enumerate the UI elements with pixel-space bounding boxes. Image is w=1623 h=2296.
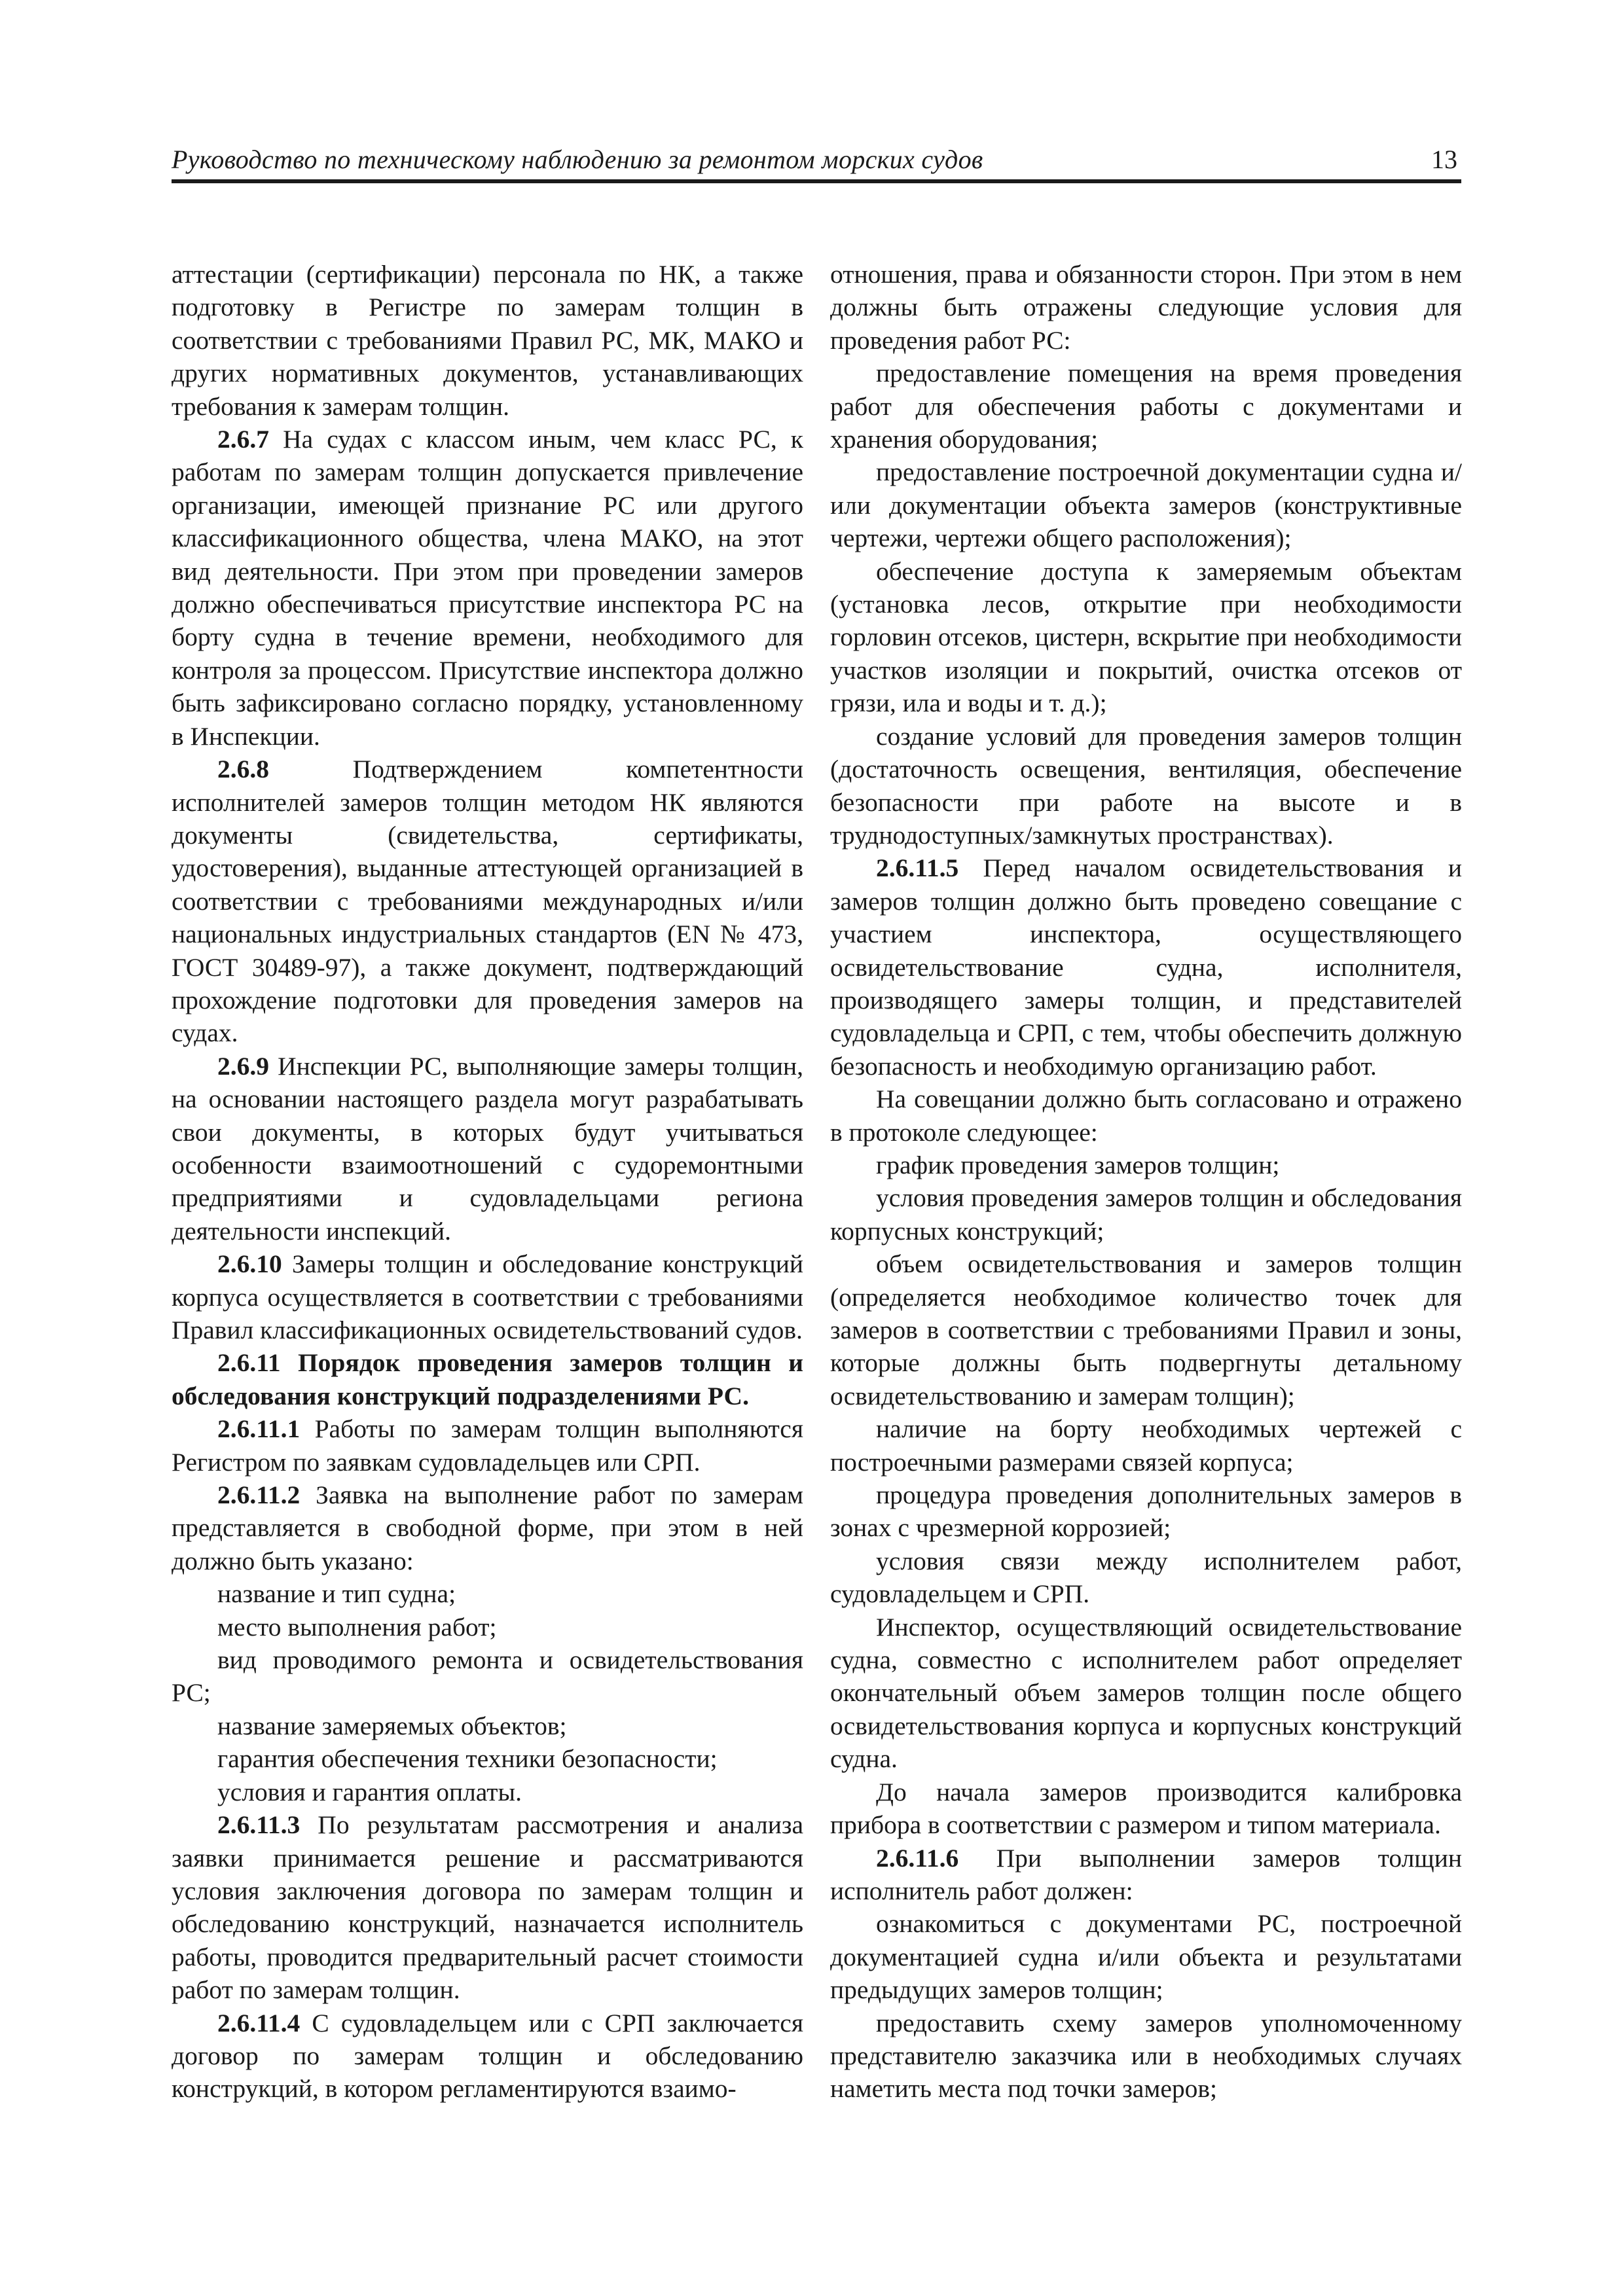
paragraph: [172, 1412, 803, 1479]
paragraph: [830, 555, 1462, 720]
paragraph: [830, 1083, 1462, 1149]
paragraph: [830, 1907, 1462, 2006]
paragraph: [830, 852, 1462, 1083]
paragraph-text: условия и гарантия оплаты.: [217, 1777, 522, 1806]
clause-number: 2.6.10: [217, 1249, 282, 1279]
paragraph: [172, 2007, 803, 2106]
paragraph-text: Подтверждением компетентности исполнителей замеров толщин методом НК являются документы (свидетельства, сертификаты, удостоверения), выданные аттестующей организацией в соответствии с требованиями международных и/или национальных индустриальных стандартов (EN № 473, ГОСТ 30489-97), а также документ, подтверждающий прохождение подготовки для проведения замеров на судах.: [172, 755, 803, 1048]
page-number: 13: [1431, 145, 1457, 174]
paragraph-text: график проведения замеров толщин;: [876, 1150, 1280, 1179]
paragraph: [172, 1611, 803, 1643]
paragraph-text: Перед началом освидетельствования и замеров толщин должно быть проведено совещание с участием инспектора, осуществляющего освидетельствование судна, исполнителя, производящего замеры толщин, и представителей судовладельца и СРП, с тем, чтобы обеспечить должную безопасность и необходимую организацию работ.: [830, 853, 1462, 1081]
paragraph-text: условия проведения замеров толщин и обследования корпусных конструкций;: [830, 1183, 1462, 1246]
paragraph: [172, 423, 803, 753]
paragraph: [172, 1643, 803, 1710]
paragraph-text: название и тип судна;: [217, 1579, 456, 1609]
paragraph-text: На судах с классом иным, чем класс РС, к работам по замерам толщин допускается привлечение организации, имеющей признание РС или другого классификационного общества, члена МАКО, на этот вид деятельности. При этом при проведении замеров должно обеспечиваться присутствие инспектора РС на борту судна в течение времени, необходимого для контроля за процессом. Присутствие инспектора должно быть зафиксировано согласно порядку, установленному в Инспекции.: [172, 425, 803, 751]
paragraph-text: название замеряемых объектов;: [217, 1711, 567, 1740]
paragraph: [172, 1710, 803, 1742]
paragraph-text: процедура проведения дополнительных замеров в зонах с чрезмерной коррозией;: [830, 1480, 1462, 1543]
paragraph: [830, 1149, 1462, 1181]
paragraph-text: аттестации (сертификации) персонала по НК, а также подготовку в Регистре по замерам толщин в соответствии с требованиями Правил РС, МК, МАКО и других нормативных документов, устанавливающих требования к замерам толщин.: [172, 260, 803, 421]
paragraph-text: место выполнения работ;: [217, 1612, 497, 1641]
paragraph: [830, 1412, 1462, 1479]
paragraph: [172, 1742, 803, 1775]
paragraph-text: предоставить схему замеров уполномоченному представителю заказчика или в необходимых случаях наметить места под точки замеров;: [830, 2008, 1462, 2104]
paragraph-text: создание условий для проведения замеров толщин (достаточность освещения, вентиляция, обеспечение безопасности при работе на высоте и в труднодоступных/замкнутых пространствах).: [830, 721, 1462, 850]
paragraph-text: наличие на борту необходимых чертежей с построечными размерами связей корпуса;: [830, 1414, 1462, 1477]
paragraph-text: объем освидетельствования и замеров толщин (определяется необходимое количество точек для замеров в соответствии с требованиями Правил и зоны, которые должны быть подвергнуты детальному освидетельствованию и замерам толщин);: [830, 1249, 1462, 1410]
paragraph-text: С судовладельцем или с СРП заключается договор по замерам толщин и обследованию конструкций, в котором регламентируются взаимо-: [172, 2008, 803, 2104]
clause-number: 2.6.11.2: [217, 1480, 301, 1510]
paragraph-text: отношения, права и обязанности сторон. При этом в нем должны быть отражены следующие условия для проведения работ РС:: [830, 260, 1462, 355]
paragraph: [830, 720, 1462, 852]
clause-number: 2.6.11.6: [876, 1843, 959, 1873]
paragraph-text: Заявка на выполнение работ по замерам представляется в свободной форме, при этом в ней должно быть указано:: [172, 1480, 803, 1575]
paragraph-text: 2.6.11 Порядок проведения замеров толщин и обследования конструкций подразделениями РС.: [172, 1348, 803, 1410]
paragraph-text: вид проводимого ремонта и освидетельствования РС;: [172, 1645, 803, 1708]
paragraph: [830, 1842, 1462, 1908]
paragraph: [830, 1611, 1462, 1776]
paragraph-text: предоставление построечной документации судна и/или документации объекта замеров (конструктивные чертежи, чертежи общего расположения);: [830, 457, 1462, 553]
paragraph-text: Замеры толщин и обследование конструкций корпуса осуществляется в соответствии с требованиями Правил классификационных освидетельствований судов.: [172, 1249, 803, 1344]
paragraph: [172, 1808, 803, 2006]
paragraph: [172, 753, 803, 1050]
paragraph: [172, 1050, 803, 1247]
paragraph-text: ознакомиться с документами РС, построечной документацией судна и/или объекта и результатами предыдущих замеров толщин;: [830, 1909, 1462, 2005]
paragraph: [830, 2007, 1462, 2106]
paragraph: [172, 258, 803, 423]
right-column: [830, 258, 1462, 2156]
clause-number: 2.6.11.5: [876, 853, 959, 883]
paragraph-text: условия связи между исполнителем работ, судовладельцем и СРП.: [830, 1546, 1462, 1609]
clause-number: 2.6.9: [217, 1051, 269, 1081]
paragraph-text: предоставление помещения на время проведения работ для обеспечения работы с документами и хранения оборудования;: [830, 359, 1462, 454]
paragraph: [172, 1479, 803, 1577]
paragraph-text: При выполнении замеров толщин исполнитель работ должен:: [830, 1843, 1462, 1905]
paragraph: [830, 456, 1462, 554]
paragraph-text: Инспекции РС, выполняющие замеры толщин, на основании настоящего раздела могут разрабатывать свои документы, в которых будут учитываться особенности взаимоотношений с судоремонтными предприятиями и судовладельцами региона деятельности инспекций.: [172, 1051, 803, 1246]
paragraph-text: гарантия обеспечения техники безопасности;: [217, 1744, 718, 1774]
clause-number: 2.6.11.1: [217, 1414, 301, 1444]
section-heading: [172, 1346, 803, 1412]
running-header: [172, 139, 1461, 183]
paragraph: [172, 1776, 803, 1808]
paragraph-text: Работы по замерам толщин выполняются Регистром по заявкам судовладельцев или СРП.: [172, 1414, 803, 1477]
paragraph: [830, 1479, 1462, 1545]
clause-number: 2.6.8: [217, 755, 269, 784]
paragraph: [830, 258, 1462, 357]
paragraph-text: На совещании должно быть согласовано и отражено в протоколе следующее:: [830, 1085, 1462, 1147]
paragraph: [172, 1247, 803, 1346]
paragraph-text: По результатам рассмотрения и анализа заявки принимается решение и рассматриваются условия заключения договора по замерам толщин и обследованию конструкций, назначается исполнитель работы, проводится предварительный расчет стоимости работ по замерам толщин.: [172, 1810, 803, 2005]
paragraph: [172, 1577, 803, 1610]
paragraph: [830, 357, 1462, 456]
header-title: Руководство по техническому наблюдению за ремонтом морских судов: [172, 145, 983, 174]
paragraph: [830, 1181, 1462, 1247]
paragraph-text: Инспектор, осуществляющий освидетельствование судна, совместно с исполнителем работ определяет окончательный объем замеров толщин после общего освидетельствования корпуса и корпусных конструкций судна.: [830, 1612, 1462, 1774]
clause-number: 2.6.11.3: [217, 1810, 301, 1840]
paragraph-text: До начала замеров производится калибровка прибора в соответствии с размером и типом материала.: [830, 1777, 1462, 1840]
paragraph-text: обеспечение доступа к замеряемым объектам (установка лесов, открытие при необходимости горловин отсеков, цистерн, вскрытие при необходимости участков изоляции и покрытий, очистка отсеков от грязи, ила и воды и т. д.);: [830, 556, 1462, 718]
paragraph: [830, 1776, 1462, 1842]
left-column: [172, 258, 803, 2156]
clause-number: 2.6.11.4: [217, 2008, 301, 2037]
paragraph: [830, 1247, 1462, 1412]
paragraph: [830, 1545, 1462, 1611]
clause-number: 2.6.7: [217, 425, 269, 454]
